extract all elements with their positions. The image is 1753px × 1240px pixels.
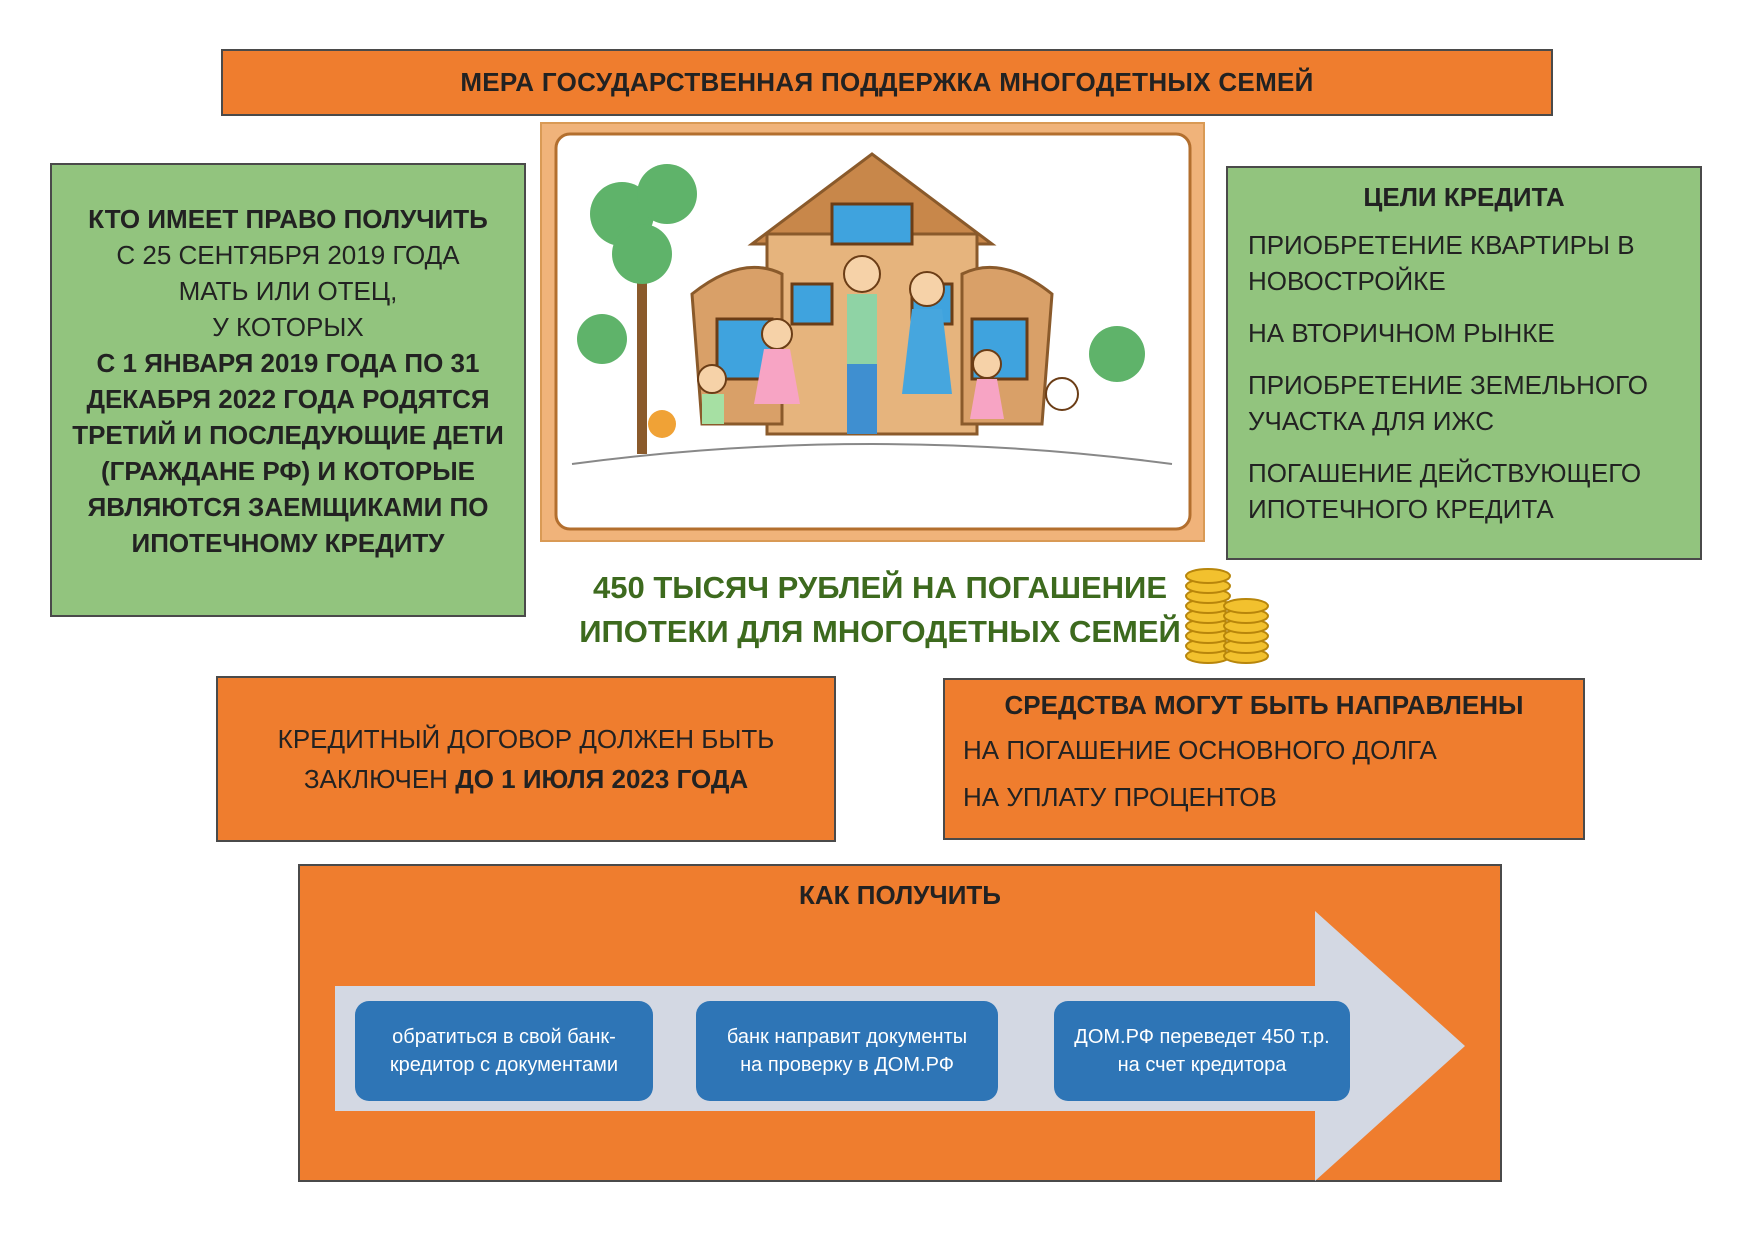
step-3-box: ДОМ.РФ переведет 450 т.р. на счет кредитора <box>1054 1001 1350 1101</box>
loan-goal-item: ПРИОБРЕТЕНИЕ ЗЕМЕЛЬНОГО УЧАСТКА ДЛЯ ИЖС <box>1248 370 1648 436</box>
title-banner <box>221 49 1553 116</box>
page-title: МЕРА ГОСУДАРСТВЕННАЯ ПОДДЕРЖКА МНОГОДЕТНЫХ СЕМЕЙ <box>460 67 1314 97</box>
amount-headline <box>560 566 1200 654</box>
family-house-illustration-svg <box>542 124 1203 540</box>
eligibility-heading: КТО ИМЕЕТ ПРАВО ПОЛУЧИТЬ <box>88 204 488 234</box>
how-to-get-panel <box>298 864 1502 1182</box>
contract-deadline: ДО 1 ИЮЛЯ 2023 ГОДА <box>455 764 749 794</box>
eligibility-panel <box>50 163 526 617</box>
loan-goal-item: ПОГАШЕНИЕ ДЕЙСТВУЮЩЕГО ИПОТЕЧНОГО КРЕДИТА <box>1248 458 1642 524</box>
contract-deadline-panel <box>216 676 836 842</box>
eligibility-conditions: С 1 ЯНВАРЯ 2019 ГОДА ПО 31 ДЕКАБРЯ 2022 ГОДА РОДЯТСЯ ТРЕТИЙ И ПОСЛЕДУЮЩИЕ ДЕТИ (ГРАЖДАНЕ РФ) И КОТОРЫЕ ЯВЛЯЮТСЯ ЗАЕМЩИКАМИ ПО ИПОТЕЧНОМУ КРЕДИТУ <box>72 348 504 558</box>
loan-goals-panel <box>1226 166 1702 560</box>
how-to-get-heading: КАК ПОЛУЧИТЬ <box>799 880 1001 910</box>
coins-icon <box>1180 560 1276 664</box>
loan-goals-heading: ЦЕЛИ КРЕДИТА <box>1363 182 1565 212</box>
amount-line-2: ИПОТЕКИ ДЛЯ МНОГОДЕТНЫХ СЕМЕЙ <box>579 614 1181 649</box>
funds-item: НА УПЛАТУ ПРОЦЕНТОВ <box>963 782 1277 812</box>
funds-heading: СРЕДСТВА МОГУТ БЫТЬ НАПРАВЛЕНЫ <box>1004 690 1524 720</box>
step-2-box: банк направит документы на проверку в ДОМ.РФ <box>696 1001 998 1101</box>
loan-goal-item: ПРИОБРЕТЕНИЕ КВАРТИРЫ В НОВОСТРОЙКЕ <box>1248 230 1635 296</box>
family-house-illustration <box>540 122 1205 542</box>
funds-usage-panel <box>943 678 1585 840</box>
eligibility-date-line: С 25 СЕНТЯБРЯ 2019 ГОДА <box>116 240 460 270</box>
step-1-box: обратиться в свой банк-кредитор с документами <box>355 1001 653 1101</box>
eligibility-whom-line: У КОТОРЫХ <box>212 312 364 342</box>
eligibility-parent-line: МАТЬ ИЛИ ОТЕЦ, <box>178 276 398 306</box>
amount-line-1: 450 ТЫСЯЧ РУБЛЕЙ НА ПОГАШЕНИЕ <box>592 570 1168 605</box>
loan-goal-item: НА ВТОРИЧНОМ РЫНКЕ <box>1248 318 1555 348</box>
contract-text: КРЕДИТНЫЙ ДОГОВОР ДОЛЖЕН БЫТЬ ЗАКЛЮЧЕН <box>277 724 775 794</box>
funds-item: НА ПОГАШЕНИЕ ОСНОВНОГО ДОЛГА <box>963 735 1437 765</box>
